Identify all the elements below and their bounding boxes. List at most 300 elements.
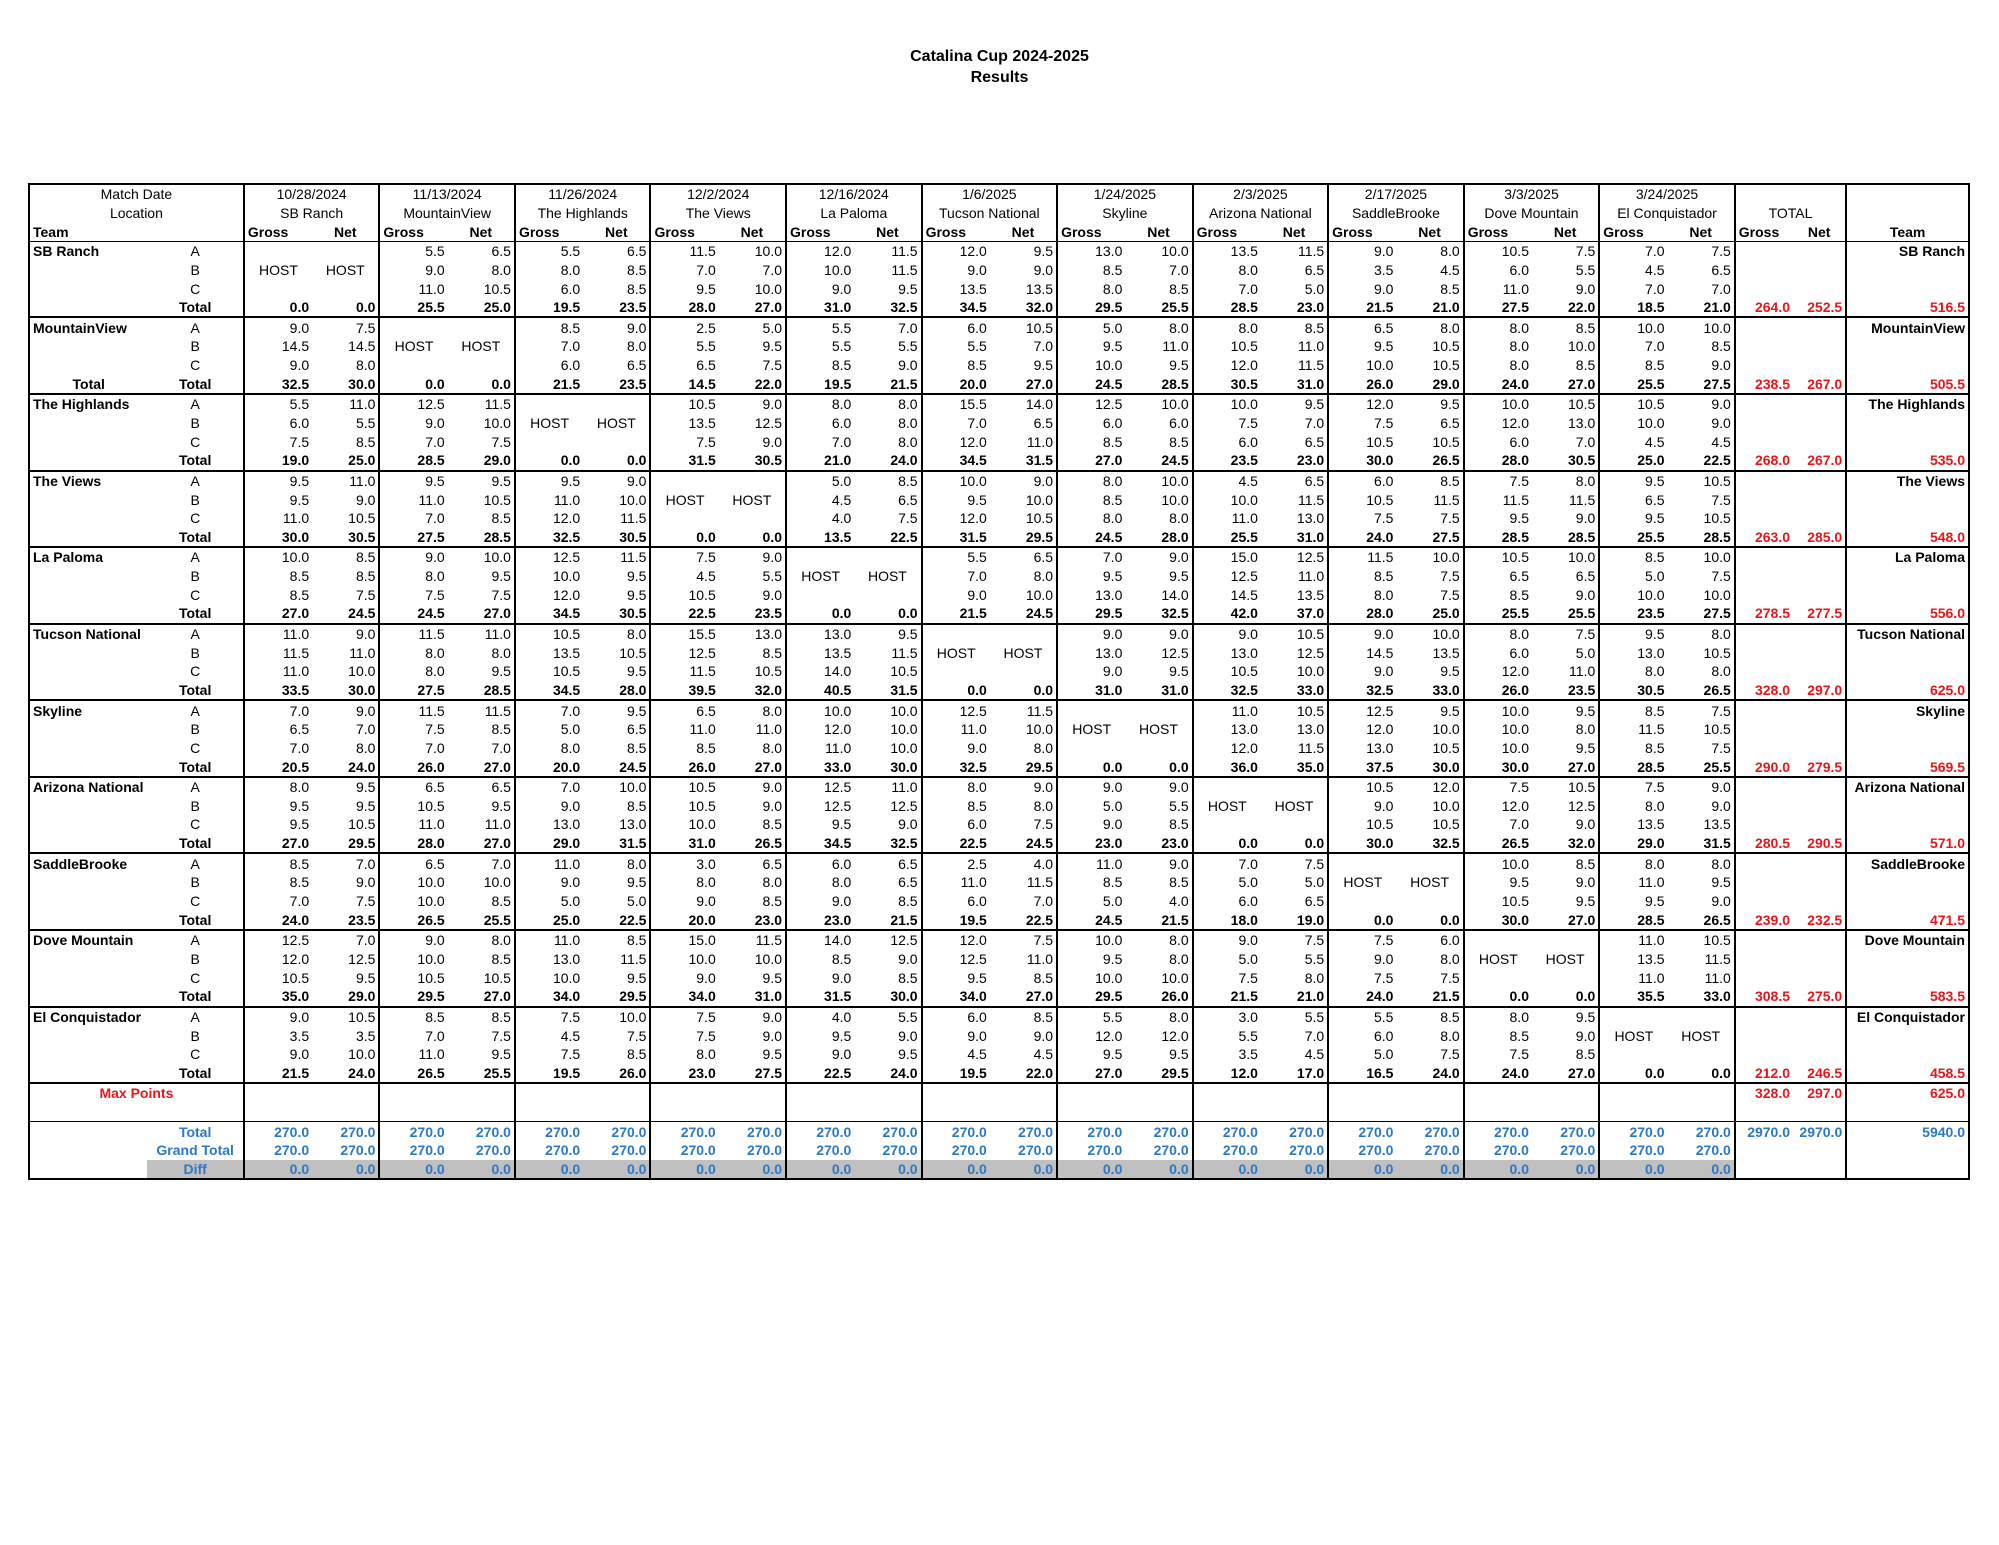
gross-value: 9.5	[1057, 1045, 1125, 1064]
team-name: La Paloma	[29, 547, 147, 567]
net-value: 31.0	[1261, 528, 1328, 548]
player-label: A	[147, 930, 243, 950]
blank	[854, 1103, 921, 1122]
net-value: 7.0	[355, 721, 376, 738]
gross-value: 5.5	[515, 241, 583, 260]
gross-value: 35.0	[244, 987, 312, 1007]
gross-value: 8.5	[244, 585, 312, 604]
gross-value: 13.5	[786, 528, 854, 548]
summary-gross: 270.0	[786, 1122, 854, 1141]
net-value: 13.5	[1296, 586, 1325, 603]
total-net-blank	[1793, 317, 1846, 337]
player-label: C	[190, 510, 201, 527]
blank	[1793, 1141, 1846, 1160]
right-team-name	[1846, 643, 1969, 662]
net-value: 9.5	[627, 568, 647, 585]
gross-value: 8.0	[1599, 662, 1667, 681]
gross-value: 5.0	[1328, 1045, 1396, 1064]
gross-value: 25.5	[1193, 528, 1261, 548]
net-value: 4.5	[1304, 1046, 1325, 1063]
gross-value: 7.0	[379, 509, 447, 528]
gross-value: 13.0	[515, 815, 583, 834]
gross-value: 7.5	[1464, 1045, 1532, 1064]
total-net-blank	[1793, 394, 1846, 414]
gross-value: 12.5	[244, 930, 312, 950]
gross-value: 13.5	[786, 643, 854, 662]
gross-label: Gross	[786, 222, 854, 241]
gross-value: 8.5	[244, 873, 312, 892]
gross-value: 3.5	[1328, 261, 1396, 280]
net-value: 8.0	[1033, 797, 1054, 814]
gross-value: 6.0	[1193, 892, 1261, 911]
net-value: 8.0	[1033, 568, 1054, 585]
net-value: 10.5	[483, 280, 511, 297]
gross-value: 4.0	[786, 1007, 854, 1027]
gross-value: 8.0	[379, 567, 447, 586]
blank	[1464, 1103, 1532, 1122]
net-value: 9.5	[491, 568, 511, 585]
net-value: 9.5	[1532, 700, 1599, 720]
match-date: 3/24/2025	[1599, 184, 1735, 204]
net-value: 7.0	[762, 261, 783, 278]
gross-value: HOST	[1057, 720, 1125, 739]
net-value	[1668, 1007, 1735, 1027]
gross-value: 9.0	[1193, 930, 1261, 950]
net-value: 9.0	[1033, 1027, 1054, 1044]
gross-value: 28.5	[1599, 910, 1667, 930]
net-value: 6.5	[1304, 893, 1325, 910]
gross-value: 5.5	[922, 337, 990, 356]
right-team-name: MountainView	[1846, 317, 1969, 337]
net-value: 11.5	[583, 547, 650, 567]
gross-value: 30.5	[1599, 681, 1667, 701]
right-team-name	[1846, 797, 1969, 816]
net-value: 7.5	[1440, 568, 1460, 585]
gross-value: 10.0	[1328, 356, 1396, 375]
net-value: 32.5	[1396, 834, 1463, 854]
total-net: 275.0	[1793, 987, 1846, 1007]
net-value: 11.5	[1297, 357, 1325, 374]
gross-value	[379, 356, 447, 375]
net-value: 7.0	[1575, 433, 1596, 450]
net-value	[1125, 700, 1192, 720]
gross-value: 9.0	[244, 356, 312, 375]
gross-label: Gross	[1193, 222, 1261, 241]
net-value: 5.5	[762, 568, 783, 585]
gross-value: 26.5	[379, 1063, 447, 1083]
gross-value: 6.0	[922, 815, 990, 834]
gross-value: 29.0	[515, 834, 583, 854]
gross-value: 7.0	[1464, 815, 1532, 834]
grand-total: 471.5	[1846, 910, 1969, 930]
net-value: 14.5	[348, 338, 376, 355]
gross-value: 34.0	[922, 987, 990, 1007]
net-value: 27.0	[990, 374, 1057, 394]
summary-total-net: 2970.0	[1799, 1123, 1843, 1140]
net-value: 23.0	[1261, 298, 1328, 318]
net-value: 9.5	[1396, 700, 1463, 720]
net-value: 27.0	[448, 987, 515, 1007]
right-team-name: The Highlands	[1846, 394, 1969, 414]
table-row	[29, 261, 1969, 280]
gross-value: 11.0	[1057, 853, 1125, 873]
match-date: 12/16/2024	[786, 184, 922, 204]
net-value: 3.5	[355, 1027, 376, 1044]
summary-gross: 270.0	[379, 1122, 447, 1141]
net-value: 10.5	[1532, 777, 1599, 797]
gross-value: 8.0	[1464, 337, 1532, 356]
gross-value	[1057, 700, 1125, 720]
gross-value: 18.5	[1599, 298, 1667, 318]
gross-value: 33.5	[244, 681, 312, 701]
summary-gross: 0.0	[1057, 1160, 1125, 1180]
total-label: Total	[147, 1063, 243, 1083]
gross-value: 10.0	[1464, 394, 1532, 414]
gross-value: 31.0	[1057, 681, 1125, 701]
gross-value: 34.5	[515, 681, 583, 701]
summary-gross: 0.0	[922, 1160, 990, 1180]
net-value	[990, 624, 1057, 644]
grand-total: 516.5	[1846, 298, 1969, 318]
net-value: 26.5	[1396, 451, 1463, 471]
net-value	[1261, 777, 1328, 797]
net-value: 8.5	[1711, 338, 1731, 355]
gross-value: 12.5	[786, 777, 854, 797]
total-gross-blank	[1735, 585, 1793, 604]
total-gross-blank	[1735, 853, 1793, 873]
team-name	[29, 261, 147, 280]
gross-value: 5.0	[1057, 892, 1125, 911]
net-value: 11.5	[1297, 739, 1325, 756]
gross-value: 8.5	[922, 356, 990, 375]
gross-value: 19.5	[515, 1063, 583, 1083]
net-value: 10.5	[1025, 510, 1054, 527]
summary-gross: 270.0	[786, 1141, 854, 1160]
net-value	[312, 279, 379, 298]
blank	[29, 1141, 147, 1160]
net-value: 25.0	[1396, 604, 1463, 624]
total-net-blank	[1793, 950, 1846, 969]
player-label: B	[190, 261, 200, 278]
table-row	[29, 204, 1969, 223]
team-name	[29, 490, 147, 509]
player-label: A	[147, 700, 243, 720]
net-value: 7.5	[1711, 568, 1731, 585]
total-gross-blank	[1735, 356, 1793, 375]
net-value: 9.5	[762, 338, 783, 355]
net-value: 29.5	[990, 757, 1057, 777]
gross-value: HOST	[1464, 950, 1532, 969]
gross-value: 9.0	[1328, 662, 1396, 681]
net-value: 8.5	[491, 893, 511, 910]
total-net-blank	[1793, 930, 1846, 950]
gross-value: 7.0	[244, 700, 312, 720]
total-net-blank	[1793, 471, 1846, 491]
gross-value: 21.0	[786, 451, 854, 471]
team-name	[29, 739, 147, 758]
total-net-blank	[1793, 720, 1846, 739]
summary-gross: 0.0	[786, 1160, 854, 1180]
net-value: 10.0	[1532, 547, 1599, 567]
net-value: 8.5	[1532, 317, 1599, 337]
net-value: 23.5	[1532, 681, 1599, 701]
table-row	[29, 853, 1969, 873]
total-net-blank	[1793, 968, 1846, 987]
net-value: 10.5	[348, 816, 376, 833]
net-value: 0.0	[1668, 1063, 1735, 1083]
table-row	[29, 547, 1969, 567]
net-value: 31.5	[583, 834, 650, 854]
right-header-blank	[1846, 204, 1969, 223]
total-net: 290.5	[1793, 834, 1846, 854]
net-value: 7.5	[1033, 816, 1054, 833]
net-value: 10.5	[483, 969, 511, 986]
total-net-blank	[1793, 337, 1846, 356]
team-name	[29, 356, 147, 375]
blank	[515, 1083, 583, 1103]
gross-value: 9.0	[922, 1026, 990, 1045]
net-value: 10.5	[619, 644, 647, 661]
gross-value: 8.5	[1328, 567, 1396, 586]
net-value: 30.5	[1532, 451, 1599, 471]
gross-value: 20.0	[650, 910, 718, 930]
match-location: MountainView	[379, 204, 515, 223]
gross-value	[515, 432, 583, 451]
net-value: 11.5	[620, 950, 647, 967]
net-value: 8.5	[355, 433, 376, 450]
summary-gross: 270.0	[1464, 1141, 1532, 1160]
blank	[922, 1103, 990, 1122]
gross-value: 10.0	[1057, 930, 1125, 950]
summary-net: 270.0	[475, 1123, 511, 1140]
table-row	[29, 1083, 1969, 1103]
gross-value: 7.0	[1599, 241, 1667, 260]
gross-value: 10.0	[1464, 700, 1532, 720]
gross-value: 8.0	[650, 873, 718, 892]
net-value: 7.5	[1440, 586, 1460, 603]
net-value: 9.0	[1711, 415, 1731, 431]
blank	[650, 1103, 718, 1122]
gross-value: 12.5	[922, 700, 990, 720]
match-date: 1/24/2025	[1057, 184, 1193, 204]
gross-value: 12.5	[1328, 700, 1396, 720]
net-label: Net	[1793, 222, 1846, 241]
total-gross: 212.0	[1735, 1063, 1793, 1083]
net-value: 29.5	[583, 987, 650, 1007]
gross-value: 21.5	[1193, 987, 1261, 1007]
net-value: 8.0	[1711, 663, 1731, 680]
gross-value: 31.0	[786, 298, 854, 318]
gross-value: 10.5	[1464, 241, 1532, 260]
gross-value: HOST	[650, 490, 718, 509]
gross-value: 28.0	[1328, 604, 1396, 624]
summary-gross: 270.0	[1328, 1141, 1396, 1160]
net-value: 29.5	[990, 528, 1057, 548]
team-name	[29, 643, 147, 662]
total-label: Total	[147, 451, 243, 471]
gross-value: 9.0	[1328, 279, 1396, 298]
gross-value: 31.0	[650, 834, 718, 854]
gross-value: 8.0	[1057, 279, 1125, 298]
net-value: HOST	[1681, 1027, 1721, 1044]
net-value: 11.0	[1026, 433, 1054, 450]
grand-total: 569.5	[1846, 757, 1969, 777]
table-row	[29, 930, 1969, 950]
gross-value: 11.0	[922, 873, 990, 892]
table-row	[29, 184, 1969, 204]
results-table	[28, 183, 1970, 1180]
net-value: 9.0	[719, 547, 786, 567]
net-value: 9.5	[491, 663, 511, 680]
blank	[515, 1103, 583, 1122]
net-value: 10.0	[754, 280, 783, 297]
net-value: 9.0	[719, 394, 786, 414]
total-header-label: TOTAL	[1735, 204, 1846, 223]
gross-value: 5.0	[515, 720, 583, 739]
table-row	[29, 950, 1969, 969]
gross-value: 4.5	[1599, 261, 1667, 280]
gross-value: 8.5	[515, 317, 583, 337]
net-value: 8.0	[762, 874, 783, 891]
gross-value: 10.0	[786, 261, 854, 280]
gross-value: 20.0	[515, 757, 583, 777]
net-value: 24.5	[1125, 451, 1192, 471]
gross-value: 8.0	[1057, 471, 1125, 491]
total-gross-blank	[1735, 892, 1793, 911]
net-value: 10.0	[1296, 663, 1325, 680]
gross-value: 4.5	[1193, 471, 1261, 491]
net-value: 8.5	[1033, 969, 1054, 986]
net-value: 35.0	[1261, 757, 1328, 777]
gross-value: 9.0	[1193, 624, 1261, 644]
blank	[1261, 1103, 1328, 1122]
summary-gross: 270.0	[379, 1141, 447, 1160]
net-value: 10.0	[1568, 338, 1596, 355]
net-value: 21.5	[854, 374, 921, 394]
total-gross-blank	[1735, 261, 1793, 280]
gross-label: Gross	[1464, 222, 1532, 241]
gross-value: 20.0	[922, 374, 990, 394]
gross-value: 8.0	[1193, 317, 1261, 337]
gross-value: HOST	[922, 643, 990, 662]
net-value: 7.0	[854, 317, 921, 337]
total-net-blank	[1793, 1007, 1846, 1027]
net-value: 10.0	[1703, 586, 1731, 603]
total-net-blank	[1793, 509, 1846, 528]
net-value: 29.0	[1396, 374, 1463, 394]
gross-value: 7.5	[379, 720, 447, 739]
net-value: 33.0	[1668, 987, 1735, 1007]
net-value: 24.5	[990, 834, 1057, 854]
net-value: 10.0	[754, 243, 783, 260]
gross-value: 6.0	[786, 414, 854, 433]
total-gross: 239.0	[1735, 910, 1793, 930]
gross-value: 14.0	[786, 662, 854, 681]
blank	[244, 1083, 312, 1103]
gross-value: 32.5	[922, 757, 990, 777]
summary-gross: 0.0	[515, 1160, 583, 1180]
gross-value: 12.0	[1057, 1026, 1125, 1045]
gross-value: 9.0	[1328, 624, 1396, 644]
player-label: B	[190, 644, 200, 661]
net-value: 30.0	[854, 987, 921, 1007]
gross-value: 9.5	[1599, 892, 1667, 911]
net-value: 4.5	[1033, 1046, 1054, 1063]
table-row	[29, 681, 1969, 701]
player-label: A	[147, 317, 243, 337]
net-value: 6.5	[898, 491, 918, 508]
gross-value: 0.0	[1599, 1063, 1667, 1083]
gross-value: 7.0	[1599, 337, 1667, 356]
player-label: B	[190, 1027, 200, 1044]
team-name	[29, 604, 147, 624]
net-value: 24.0	[854, 451, 921, 471]
gross-value: 14.0	[786, 930, 854, 950]
gross-value: 10.0	[1599, 414, 1667, 433]
gross-value: 9.0	[922, 739, 990, 758]
team-name: Tucson National	[29, 624, 147, 644]
gross-value: 39.5	[650, 681, 718, 701]
net-value: 21.0	[1396, 298, 1463, 318]
net-value	[583, 432, 650, 451]
net-value: 27.0	[1532, 1063, 1599, 1083]
net-value: 8.0	[1169, 950, 1189, 967]
gross-value: 15.0	[1193, 547, 1261, 567]
net-value: 22.5	[854, 528, 921, 548]
gross-value: 2.5	[922, 853, 990, 873]
gross-value: 8.5	[1599, 356, 1667, 375]
gross-value: 10.0	[1193, 490, 1261, 509]
gross-value: 26.0	[1328, 374, 1396, 394]
gross-value: 13.5	[515, 643, 583, 662]
team-name	[29, 1026, 147, 1045]
gross-value: 10.0	[379, 873, 447, 892]
net-value	[1532, 930, 1599, 950]
table-row	[29, 317, 1969, 337]
player-label: B	[190, 950, 200, 967]
player-label: B	[190, 491, 200, 508]
net-value: 7.5	[1440, 510, 1460, 527]
gross-value: 9.5	[1464, 873, 1532, 892]
net-value: 7.5	[355, 893, 376, 910]
net-value: 7.5	[1668, 700, 1735, 720]
gross-value: 12.0	[922, 930, 990, 950]
gross-value: 11.0	[1599, 873, 1667, 892]
gross-value: 7.5	[1193, 968, 1261, 987]
gross-value: 9.5	[1057, 950, 1125, 969]
gross-value: 12.0	[1193, 739, 1261, 758]
team-name	[29, 567, 147, 586]
gross-value: 25.0	[515, 910, 583, 930]
net-value: 11.5	[1297, 243, 1325, 260]
gross-label: Gross	[1599, 222, 1667, 241]
net-value: 9.0	[990, 777, 1057, 797]
net-value: 0.0	[312, 298, 379, 318]
gross-value: 10.0	[1599, 317, 1667, 337]
net-value: 10.0	[348, 663, 376, 680]
net-value: 9.0	[1033, 261, 1054, 278]
net-value: 10.5	[890, 663, 918, 680]
net-value: 9.5	[898, 280, 918, 297]
net-value: 25.5	[1668, 757, 1735, 777]
blank	[1599, 1103, 1667, 1122]
summary-net: 0.0	[1261, 1160, 1328, 1180]
gross-value: 11.0	[515, 853, 583, 873]
net-value: 8.0	[1169, 510, 1189, 527]
gross-value: 9.0	[1328, 241, 1396, 260]
net-value: 10.5	[1668, 471, 1735, 491]
net-value: 8.5	[312, 547, 379, 567]
